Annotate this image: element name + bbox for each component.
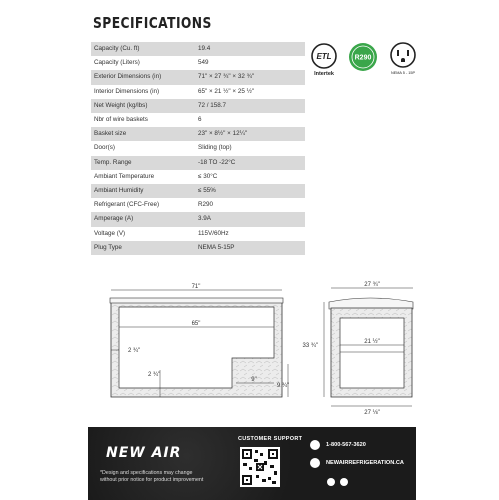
front-overall-width: 71" [191,284,201,290]
spec-row [91,184,305,198]
website-link[interactable]: NEWAIRREFRIGERATION.CA [326,460,404,466]
spec-label: Refrigerant (CFC-Free) [94,201,160,209]
spec-row [91,198,305,212]
spec-value: 115V/60Hz [198,229,229,237]
spec-label: Capacity (Cu. ft) [91,42,195,56]
phone-number[interactable]: 1-800-567-3620 [326,442,366,448]
spec-label: Door(s) [94,144,115,152]
front-step-height: 9 ¾" [277,383,290,389]
side-height: 33 ¾" [302,343,318,349]
side-bottom-depth: 27 ⅛" [364,410,380,416]
spec-label: Exterior Dimensions (in) [91,70,195,84]
support-title: CUSTOMER SUPPORT [238,436,303,442]
spec-row [91,212,305,226]
spec-row [91,170,305,184]
spec-label: Interior Dimensions (in) [94,87,160,95]
front-bottom-wall: 2 ¾" [148,372,161,378]
disclaimer-line-2: without prior notice for product improvement [100,476,204,483]
spec-label: Plug Type [91,241,195,255]
front-view-drawing [110,284,289,397]
spec-row [91,42,305,56]
etl-sub-text: Intertek [314,71,334,77]
side-view-drawing [303,282,413,416]
spec-value: 23" × 8½" × 12¼" [195,127,305,141]
spec-value: 6 [198,116,202,124]
spec-row [91,241,305,255]
facebook-icon[interactable] [327,478,335,486]
spec-row [91,156,305,170]
spec-row [91,127,305,141]
spec-label: Ambiant Temperature [94,172,155,180]
spec-label: Capacity (Liters) [94,59,140,67]
spec-value: R290 [198,201,214,209]
nema-plug-icon [388,42,418,76]
spec-value: 71" × 27 ¾" × 32 ¾" [195,70,305,84]
spec-row [91,56,305,70]
spec-label: Ambiant Humidity [91,184,195,198]
phone-icon [310,440,320,450]
disclaimer-line-1: *Design and specifications may change [100,470,193,476]
spec-row [91,70,305,84]
side-interior-depth: 21 ½" [364,339,380,345]
spec-label: Amperage (A) [91,212,195,226]
footer-banner [88,427,416,500]
side-top-depth: 27 ¾" [364,282,380,288]
qr-code-icon[interactable] [240,447,280,487]
spec-value: Sliding (top) [198,144,232,152]
spec-table [91,42,305,255]
spec-value: ≤ 30°C [198,172,218,180]
spec-value: 549 [198,59,209,67]
etl-cert-icon [310,43,338,77]
spec-row [91,99,305,113]
globe-icon [310,458,320,468]
spec-label: Net Weight (kg/lbs) [91,99,195,113]
front-step-width: 9" [251,377,257,383]
spec-value: 3.9A [195,212,305,226]
dimension-drawings [0,280,499,420]
spec-label: Voltage (V) [94,229,126,237]
spec-row [91,227,305,241]
r290-badge-icon [348,42,378,72]
nema-label: NEMA 5 - 15P [390,71,416,75]
spec-row [91,85,305,99]
page-title: SPECIFICATIONS [93,14,212,32]
spec-row [91,141,305,155]
spec-value: -18 TO -22°C [195,156,305,170]
etl-text: ETL [316,52,332,61]
r290-text: R290 [354,54,372,62]
spec-value: 65" × 21 ½" × 25 ½" [198,87,255,95]
spec-value: 72 / 158.7 [195,99,305,113]
spec-label: Basket size [91,127,195,141]
instagram-icon[interactable] [340,478,348,486]
brand-logo: NEW AIR [106,445,182,461]
front-side-wall: 2 ¾" [128,348,141,354]
spec-value: ≤ 55% [195,184,305,198]
spec-label: Temp. Range [91,156,195,170]
spec-row [91,113,305,127]
spec-value: 19.4 [195,42,305,56]
spec-label: Nbr of wire baskets [94,116,148,124]
front-interior-width: 65" [191,321,201,327]
spec-value: NEMA 5-15P [195,241,305,255]
disclaimer [100,470,220,483]
